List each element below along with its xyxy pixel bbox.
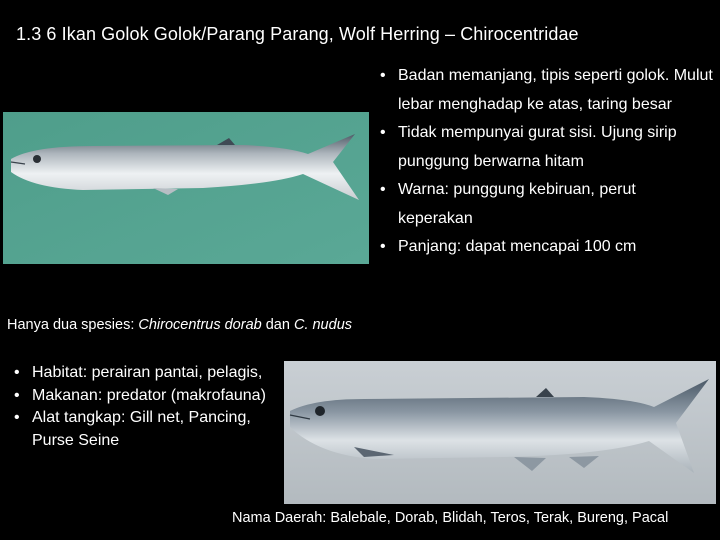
bullet-fishing-gear: • Alat tangkap: Gill net, Pancing, Purse Seine — [12, 407, 287, 452]
bullet-length: • Panjang: dapat mencapai 100 cm — [378, 233, 713, 262]
species-note-middle: dan — [261, 317, 294, 333]
bullet-diet: • Makanan: predator (makrofauna) — [12, 385, 287, 408]
bullet-habitat: • Habitat: perairan pantai, pelagis, — [12, 362, 287, 385]
species-name-dorab: Chirocentrus dorab — [138, 317, 262, 333]
fish-ecology-list — [12, 362, 287, 452]
bullet-color: • Warna: punggung kebiruan, perut keperakan — [378, 176, 713, 233]
slide-title: 1.3 6 Ikan Golok Golok/Parang Parang, Wolf Herring – Chirocentridae — [16, 24, 579, 44]
wolf-herring-photo-top — [3, 112, 369, 264]
local-names: Nama Daerah: Balebale, Dorab, Blidah, Teros, Terak, Bureng, Pacal — [232, 510, 669, 526]
bullet-body-shape: • Badan memanjang, tipis seperti golok. Mulut lebar menghadap ke atas, taring besar — [378, 62, 713, 119]
species-name-nudus: C. nudus — [293, 317, 353, 333]
fish-characteristics-list — [378, 62, 713, 262]
species-note-prefix: Hanya dua spesies: — [7, 317, 139, 333]
species-note — [7, 317, 352, 333]
wolf-herring-photo-bottom — [284, 361, 716, 504]
bullet-lateral-line: • Tidak mempunyai gurat sisi. Ujung sirip punggung berwarna hitam — [378, 119, 713, 176]
